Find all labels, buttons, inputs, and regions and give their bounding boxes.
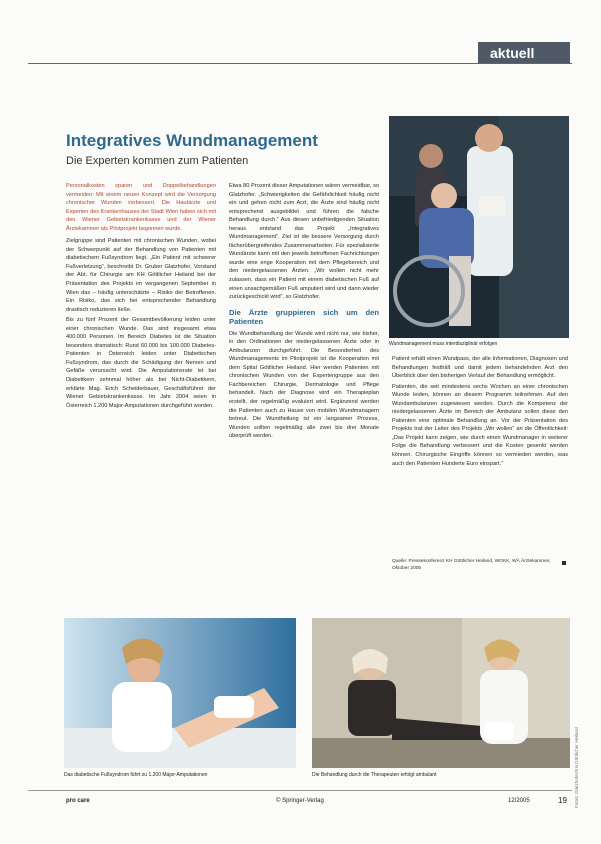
footer-date: 12/2005: [508, 798, 530, 804]
bottom-left-caption: Das diabetische Fußsyndrom führt zu 1.200 Major-Amputationen: [64, 772, 208, 778]
paragraph: Die Wundbehandlung der Wunde wird nicht nur, wie bisher, in den Ordinationen der niedergelassenen Ärzte oder in Ambulanzen durchgeführt. Die Besonderheit des Wundmanagements im Pilotprojekt ist die Kooperation mit dem Spital Göttlicher Heiland. Hier werden Patienten mit chronischen Wunden von der Expertengruppe aus den Fachbereichen Chirurgie, Dermatologie und Pflege behandelt. Nach der Diagnose wird ein Therapieplan erstellt, der regelmäßig evaluiert wird. Ergänzend werden die Patienten auch zu Hause von mobilen Wundmanagern betreut. Die Wundheilung ist ein langsamer Prozess, Wunden sollten regelmäßig alle zwei bis drei Monate überprüft werden.: [229, 330, 379, 440]
paragraph: Etwa 80 Prozent dieser Amputationen wären vermeidbar, so Glatzhofer. „Schwierigkeiten die Gefährlichkeit häufig nicht ein und gehen nicht zum Arzt, die Ärzte sind häufig nicht entsprechend ausgebildet und führen die falsche Behandlung durch.“ Aus diesen unbefriedigenden Situation heraus entstand das Projekt „Integratives Wundmanagement“. Ziel ist die bessere Versorgung durch fächerübergreifendes Zusammenarbeiten. Für spezialisierte Wundärzte kann mit den jeweils betroffenen Fachrichtungen wurde eine enge Kooperation mit dem Pflegebereich und den niedergelassenen Ärzten. „Wir wollen nicht mehr zulassen, dass ein Patient mit einem diabetischen Fuß auf einen unsachgemäßen Fuß amputiert wird und dann wieder zurückgeschickt wird“, so Glatzhofer.: [229, 183, 379, 301]
bottom-right-caption: Die Behandlung durch die Therapeuten erfolgt ambulant: [312, 772, 437, 778]
top-photo-caption: Wundmanagement muss interdisziplinär erfolgen: [389, 341, 498, 347]
section-tag: aktuell: [478, 42, 570, 64]
article-title: Integratives Wundmanagement: [66, 131, 318, 150]
article-subtitle: Die Experten kommen zum Patienten: [66, 155, 249, 167]
source-note: Quelle: Pressekonferenz KH Göttlicher Heiland, WGKK, WÄ Ärztekammer, Oktober 2005: [392, 559, 551, 571]
paragraph: Zielgruppe sind Patienten mit chronischen Wunden, wobei der Schwerpunkt auf der Behandlung von Patienten mit diabetischem Fußsyndrom liegt. „Ein Patient mit schwerer Fußverletzung“, beschreibt Dr. Gruber Glatzhofer, Vorstand der Abt. für Chirurgie am KH Göttlicher Heiland bei der Präsentation des Projekts im vergangenen September in Wien das – häufig unterschätzte – Risiko der Betroffenen. Ein Risiko, das sich bei entsprechender Behandlung drastisch reduzieren ließe.: [66, 238, 216, 313]
footer-rule: [28, 790, 572, 791]
column-2: [229, 182, 379, 578]
page-number: 19: [558, 796, 567, 805]
lead-paragraph: Personalkosten sparen und Doppelbehandlungen vermeiden: Mit einem neuen Konzept wird die Versorgung chronischer Wunden verbessert. Die Hautärzte und Experten des Krankenhauses der Stadt Wien haben sich mit den Wiener Gebietskrankenkasse und der Wiener Ärztekammer als Pilotprojekt begonnen wurde.: [66, 183, 216, 232]
top-photo: [389, 116, 569, 338]
paragraph: Bis zu fünf Prozent der Gesamtbevölkerung leiden unter einer chronischen Wunde. Das sind insgesamt etwa 400.000 Personen. Im Bereich Diabetes ist die Situation besonders dramatisch: Rund 60.000 bis 100.000 Diabetes-Patienten in Österreich leiden unter Diabetischen Fußsyndrom, das durch die Schädigung der Nerven und Gefäße verursacht wird. Die Amputationsrate ist bei Diabetikern zehnmal höher als bei Nicht-Diabetikern, erklärte Mag. Erich Scheiderbauer, Geschäftsführer der Wiener Gebietskrankenkasse. Im Jahr 2004 seien in Österreich 1.200 Major-Amputationen durchgeführt worden.: [66, 317, 216, 409]
paragraph: Patienten, die seit mindestens sechs Wochen an einer chronischen Wunde leiden, können an diesem Programm teilnehmen. Auf den Wundambulanzen zugewiesen werden. Durch die Kompetenz der niedergelassenen Ärzte im Bereich der Ambulanz sollen diese den Patienten eine optimale Behandlung an. Vor der Präsentation des Projekts trat der Leiter des Projekts „Wir wollen“ an die Öffentlichkeit: „Das Projekt kann zeigen, wie durch einen Wundmanager in weiterer Folge die Behandlung verbessert und die Kosten gesenkt werden können. Chirurgische Eingriffe können so vermieden werden, was auch den Patienten Hunderte Euro einspart.“: [392, 383, 568, 467]
header-rule: [28, 63, 572, 64]
paragraph: Patient erhält einen Wundpass, der alle Informationen, Diagnosen und Behandlungen festhält und damit jedem behandelnden Arzt den Überblick über den bisherigen Verlauf der Behandlung ermöglicht.: [392, 356, 568, 380]
bottom-left-photo: [64, 618, 296, 768]
footer-publisher: © Springer-Verlag: [276, 798, 324, 804]
photo-credit: Fotos: Glatzhofer/KH Göttlicher Heiland: [574, 727, 579, 808]
section-heading: Die Ärzte gruppieren sich um den Patienten: [229, 307, 379, 326]
column-1: [66, 182, 216, 578]
column-3: [392, 355, 568, 555]
bottom-right-photo: [312, 618, 570, 768]
footer-journal: pro care: [66, 798, 90, 804]
